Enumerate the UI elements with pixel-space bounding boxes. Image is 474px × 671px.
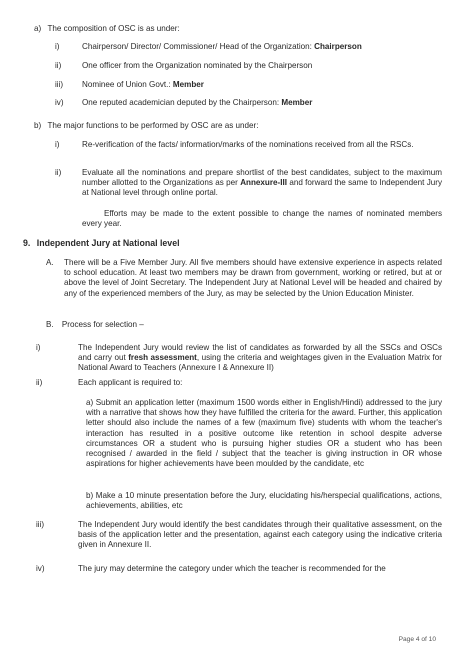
item-role: Member (281, 98, 313, 107)
item-text: The Independent Jury would identify the best candidates through their qualitative assessment, on the basis of the application letter and the presentation, against each category using the indicative criteria given in Annexure II. (78, 520, 442, 550)
process-item-4-text (78, 564, 386, 574)
paragraph-text: There will be a Five Member Jury. All five members should have extensive experience in aspects related to school education. At least two members may be drawn from government, working or retired, but at or above the level of Joint Secretary. The Independent Jury at National Level will be headed and chaired by any of the experienced members of the Jury, as may be selected by the Union Education Minister. (64, 258, 442, 298)
item-number: iv) (55, 98, 64, 107)
item-text: The Independent Jury would review the list of candidates as forwarded by all the SSCs and OSCs and carry out (78, 343, 442, 363)
process-item-2-number (36, 378, 42, 388)
requirement-text: a) Submit an application letter (maximum 1500 words either in English/Hindi) addressed to the jury with a narrative that shows how they have fulfilled the criteria for the award. Further, this application letter should also include the names of a few (maximum five) students with whom the teacher's interaction has resulted in a positive outcome like retention in school despite adverse circumstances OR a student who is pursuing higher studies OR a student who has been recognised / awarded in the field / subject that the teacher is giving instruction in OR whose aspirations for higher achievements have been moulded by the candidate, etc (86, 398, 442, 469)
page-number (399, 636, 436, 643)
process-item-2-text (78, 378, 182, 388)
composition-item-1-text (82, 42, 362, 52)
item-number: ii) (55, 61, 62, 70)
section-number: 9. (23, 238, 31, 248)
process-item-3-text (78, 520, 442, 551)
marker: B. (46, 320, 54, 329)
functions-note (82, 209, 442, 229)
composition-item-4 (55, 98, 64, 108)
requirement-b (86, 491, 442, 511)
heading-text: The major functions to be performed by OSC are as under: (47, 121, 259, 130)
section-9-heading (23, 238, 180, 248)
process-item-1-text (78, 343, 442, 374)
requirement-text: b) Make a 10 minute presentation before the Jury, elucidating his/herspecial qualifications, actions, achievements, abilities, etc (86, 491, 442, 511)
item-text: One reputed academician deputed by the Chairperson: (82, 98, 282, 107)
functions-item-1-text (82, 140, 442, 150)
item-number: iv) (36, 564, 45, 573)
section-b-heading (34, 121, 258, 131)
item-text: Chairperson/ Director/ Commissioner/ Head of the Organization: (82, 42, 315, 51)
item-number: iii) (36, 520, 45, 529)
heading-text: Process for selection – (61, 320, 144, 329)
item-text: Evaluate all the nominations and prepare shortlist of the best candidates, subject to the maximum number allotted to the Organizations as per (82, 168, 442, 188)
item-text: and forward the same to Independent Jury at National level through online portal. (82, 178, 443, 198)
annexure-ref: Annexure-III (240, 178, 287, 188)
functions-item-1-number (55, 140, 60, 150)
marker: b) (34, 121, 42, 130)
jury-b-heading (46, 320, 144, 330)
composition-item-2 (55, 61, 61, 71)
item-number: i) (36, 343, 41, 352)
note-text: Efforts may be made to the extent possible to change the names of nominated members every year. (82, 209, 442, 229)
item-text: , using the criteria and weightages given in the Evaluation Matrix for National Award to Teachers (Annexure I & Annexure II) (78, 353, 443, 373)
jury-a-text (64, 258, 442, 299)
emphasis: fresh assessment (128, 353, 197, 363)
process-item-1-number (36, 343, 41, 353)
composition-item-3 (55, 80, 63, 90)
process-item-3-number (36, 520, 44, 530)
item-number: i) (55, 140, 60, 149)
marker: A. (46, 258, 54, 267)
composition-item-3-text (82, 80, 204, 90)
item-number: ii) (36, 378, 43, 387)
item-role: Member (172, 80, 204, 89)
item-number: i) (55, 42, 60, 51)
marker: a) (34, 24, 42, 33)
item-number: iii) (55, 80, 64, 89)
requirement-a (86, 398, 442, 469)
composition-item-4-text (82, 98, 312, 108)
item-text: Each applicant is required to: (78, 378, 183, 387)
section-a-heading (34, 24, 180, 34)
item-role: Chairperson (314, 42, 362, 51)
section-title: Independent Jury at National level (36, 238, 180, 248)
item-text: The jury may determine the category under which the teacher is recommended for the (78, 564, 386, 573)
page-number-text: Page 4 of 10 (398, 636, 436, 643)
jury-a-marker (46, 258, 54, 268)
composition-item-2-text (82, 61, 312, 71)
item-text: Nominee of Union Govt.: (82, 80, 173, 89)
functions-item-2-number (55, 168, 61, 178)
item-text: One officer from the Organization nominated by the Chairperson (82, 61, 313, 70)
item-number: ii) (55, 168, 62, 177)
process-item-4-number (36, 564, 45, 574)
item-text: Re-verification of the facts/ information/marks of the nominations received from all the RSCs. (82, 140, 414, 149)
composition-item-1 (55, 42, 60, 52)
heading-text: The composition of OSC is as under: (47, 24, 180, 33)
functions-item-2-text (82, 168, 442, 199)
